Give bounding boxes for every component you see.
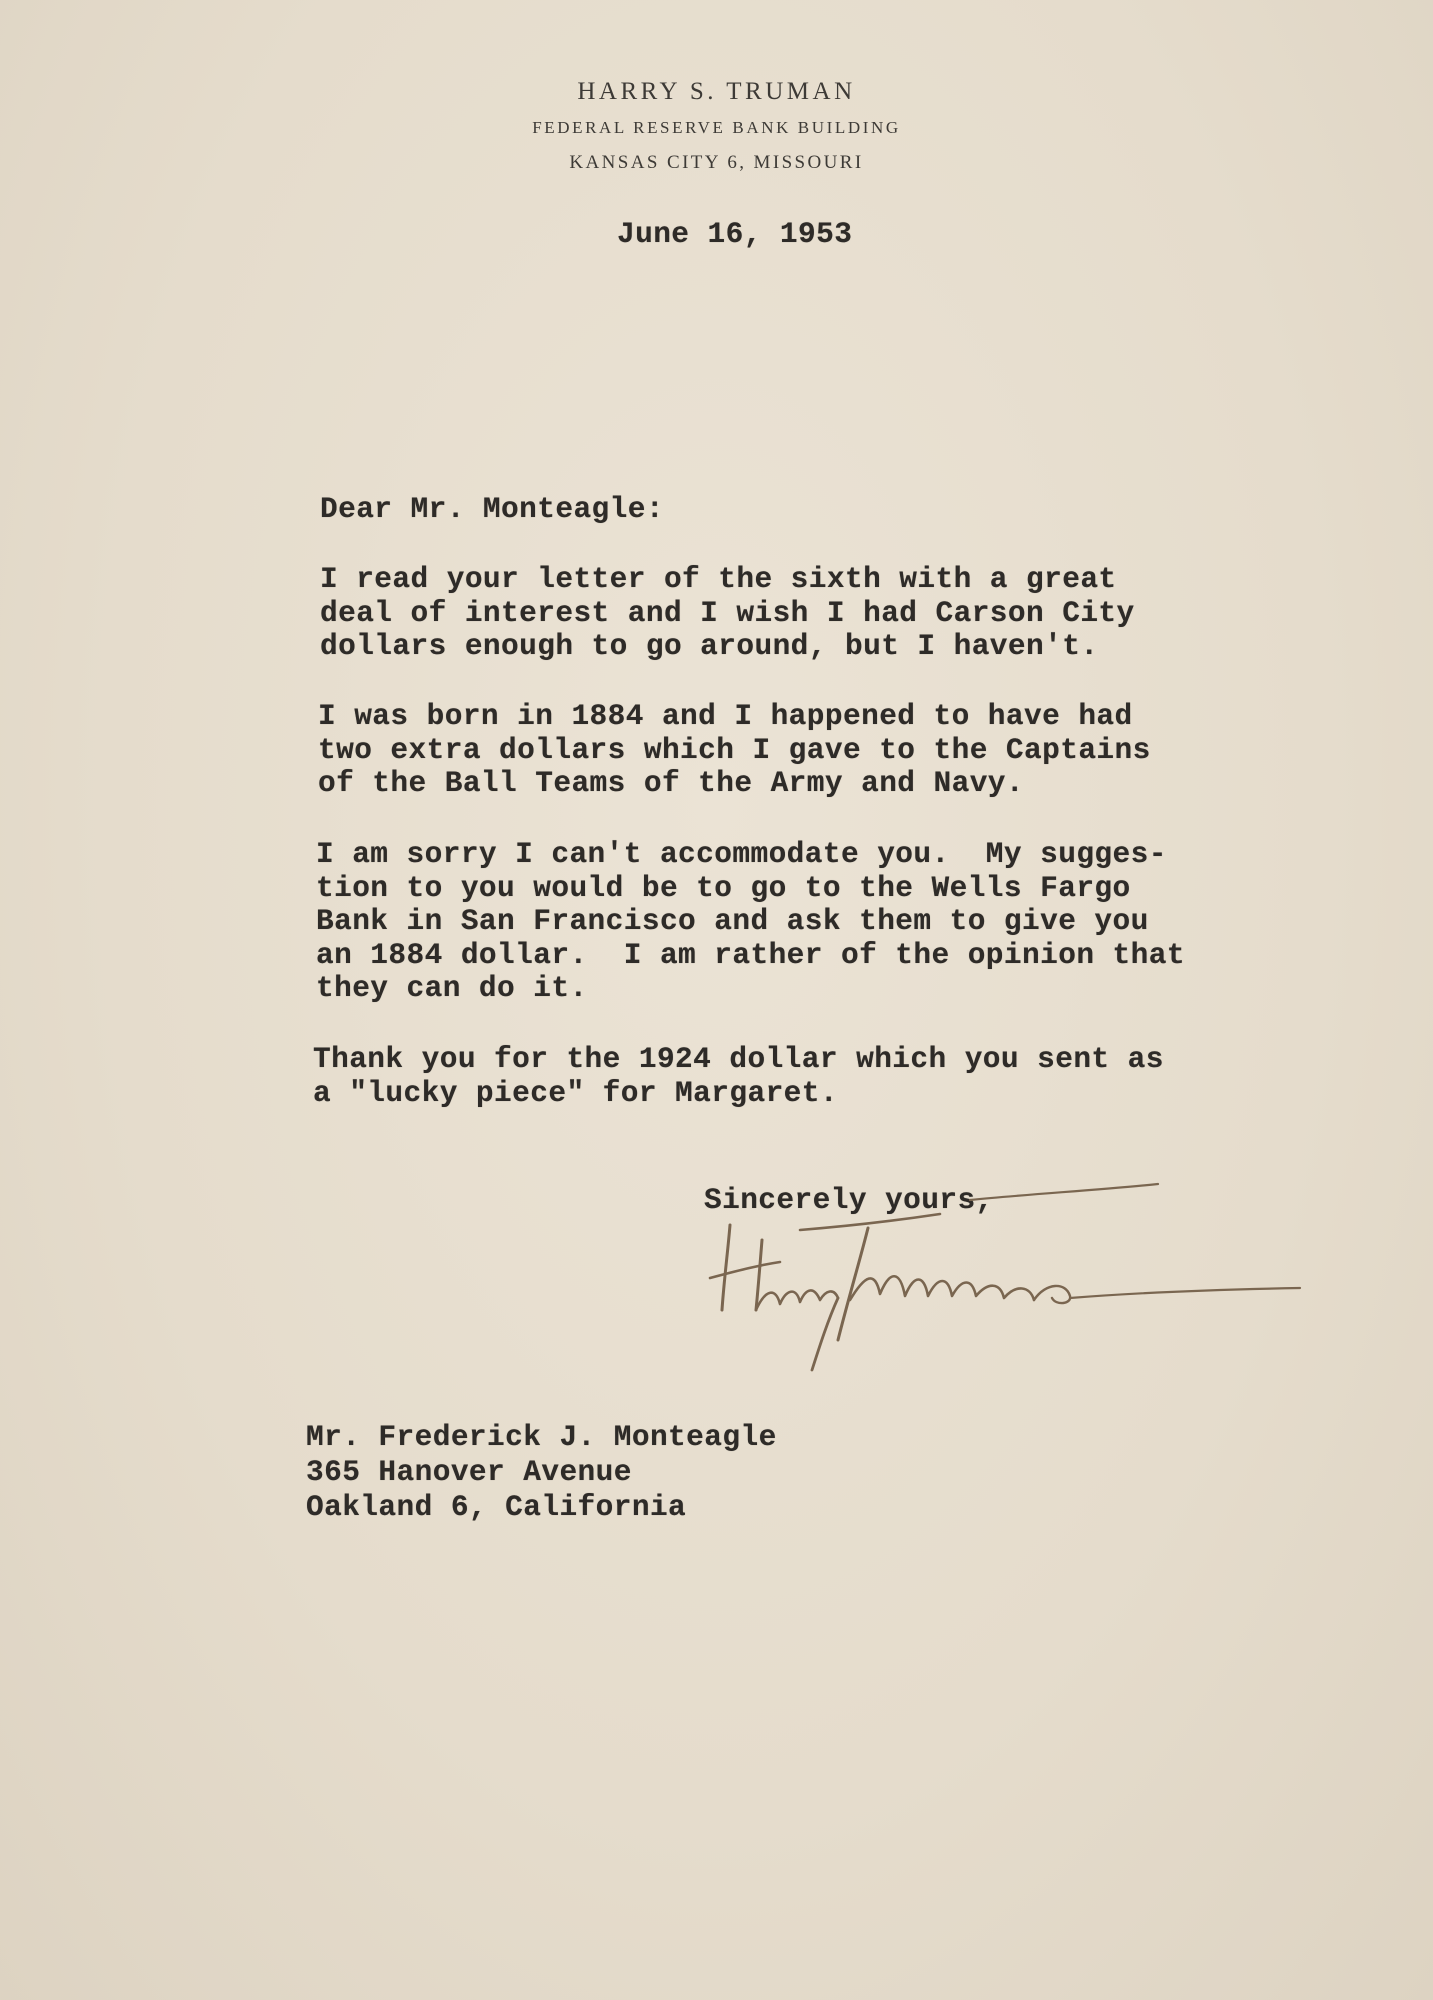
body-paragraph-3: I am sorry I can't accommodate you. My sugges- tion to you would be to go to the Wells Fargo Bank in San Francisco and ask them to give you an 1884 dollar. I am rather of the opinion that they can do it. xyxy=(316,837,1185,1005)
salutation: Dear Mr. Monteagle: xyxy=(320,492,664,526)
recipient-name: Mr. Frederick J. Monteagle xyxy=(306,1420,777,1454)
body-paragraph-4: Thank you for the 1924 dollar which you sent as a "lucky piece" for Margaret. xyxy=(313,1042,1164,1110)
letterhead-name: HARRY S. TRUMAN xyxy=(577,78,856,105)
recipient-street: 365 Hanover Avenue xyxy=(306,1455,632,1489)
recipient-address xyxy=(306,1420,777,1525)
handwritten-signature xyxy=(700,1170,1320,1380)
letterhead-address-city: KANSAS CITY 6, MISSOURI xyxy=(569,152,864,173)
closing: Sincerely yours, xyxy=(704,1183,994,1217)
letter-date: June 16, 1953 xyxy=(617,217,853,251)
body-paragraph-1: I read your letter of the sixth with a great deal of interest and I wish I had Carson City dollars enough to go around, but I haven't. xyxy=(320,562,1135,663)
recipient-city: Oakland 6, California xyxy=(306,1490,687,1524)
body-paragraph-2: I was born in 1884 and I happened to have had two extra dollars which I gave to the Captains of the Ball Teams of the Army and Navy. xyxy=(318,699,1151,800)
letterhead-address-building: FEDERAL RESERVE BANK BUILDING xyxy=(532,118,901,137)
